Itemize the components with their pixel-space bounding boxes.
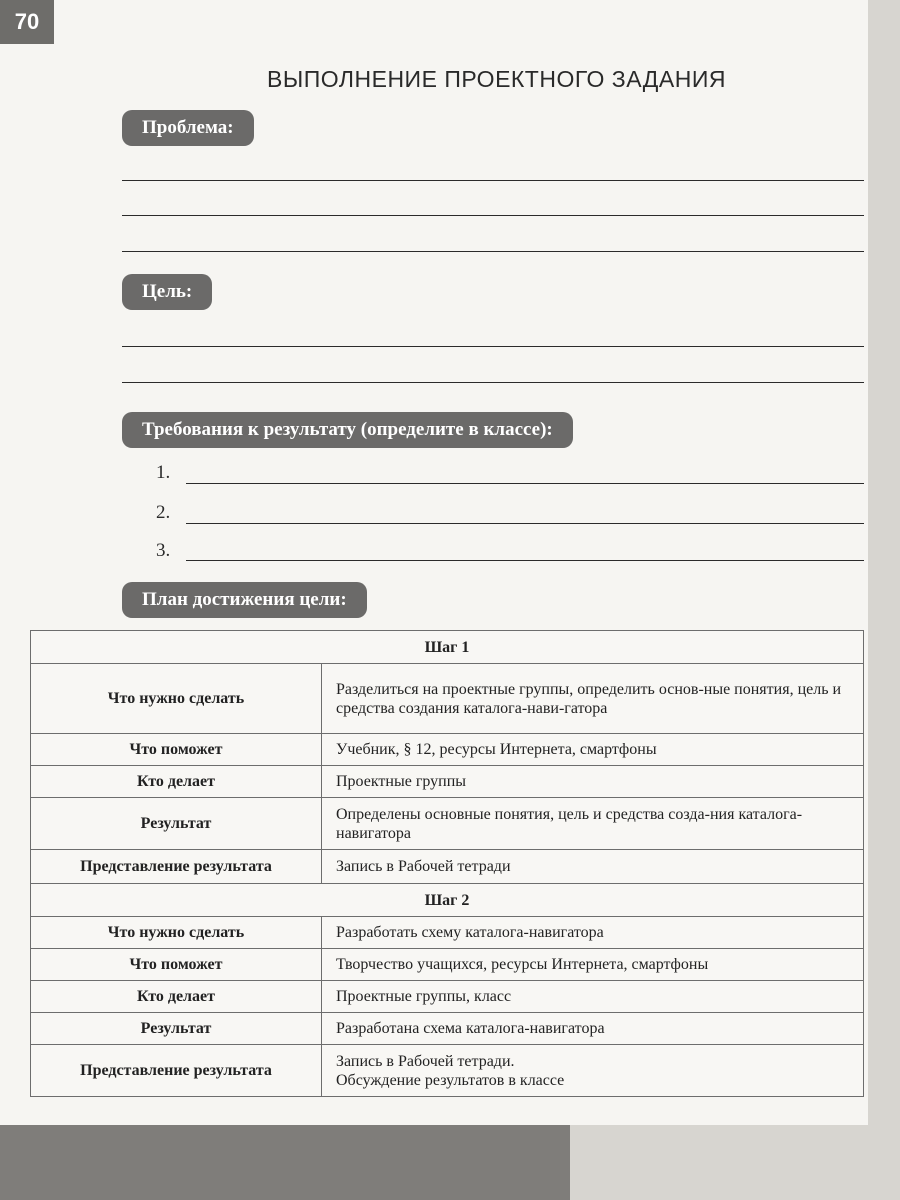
table-row — [31, 1013, 864, 1045]
row-label: Представление результата — [31, 850, 322, 884]
page-title: ВЫПОЛНЕНИЕ ПРОЕКТНОГО ЗАДАНИЯ — [267, 66, 726, 92]
table-row — [31, 1045, 864, 1097]
problem-answer-line[interactable] — [122, 180, 864, 181]
table-row — [31, 734, 864, 766]
row-label: Что нужно сделать — [31, 664, 322, 734]
row-label: Результат — [31, 798, 322, 850]
requirement-number: 2. — [156, 502, 171, 523]
row-value: Разработана схема каталога-навигатора — [322, 1013, 864, 1045]
table-row — [31, 981, 864, 1013]
step-title: Шаг 2 — [31, 884, 864, 917]
page-number: 70 — [0, 0, 54, 44]
table-row — [31, 766, 864, 798]
requirement-number: 1. — [156, 462, 171, 483]
requirement-number: 3. — [156, 540, 171, 561]
row-label: Что поможет — [31, 949, 322, 981]
table-row — [31, 850, 864, 884]
table-row — [31, 949, 864, 981]
row-label: Кто делает — [31, 766, 322, 798]
row-value: Проектные группы — [322, 766, 864, 798]
goal-answer-line[interactable] — [122, 346, 864, 347]
section-problem-heading: Проблема: — [122, 110, 254, 146]
section-requirements-heading: Требования к результату (определите в классе): — [122, 412, 573, 448]
row-label: Результат — [31, 1013, 322, 1045]
requirement-answer-line[interactable] — [186, 483, 864, 484]
problem-answer-line[interactable] — [122, 215, 864, 216]
step-header-row — [31, 884, 864, 917]
row-value: Проектные группы, класс — [322, 981, 864, 1013]
row-label: Кто делает — [31, 981, 322, 1013]
row-value: Запись в Рабочей тетради — [322, 850, 864, 884]
requirement-answer-line[interactable] — [186, 523, 864, 524]
goal-answer-line[interactable] — [122, 382, 864, 383]
row-label: Представление результата — [31, 1045, 322, 1097]
section-goal-heading: Цель: — [122, 274, 212, 310]
table-row — [31, 917, 864, 949]
row-value: Запись в Рабочей тетради. Обсуждение результатов в классе — [322, 1045, 864, 1097]
row-value: Определены основные понятия, цель и средства созда-ния каталога-навигатора — [322, 798, 864, 850]
step-title: Шаг 1 — [31, 631, 864, 664]
step-header-row — [31, 631, 864, 664]
row-label: Что поможет — [31, 734, 322, 766]
section-plan-heading: План достижения цели: — [122, 582, 367, 618]
table-row — [31, 798, 864, 850]
table-row — [31, 664, 864, 734]
row-label: Что нужно сделать — [31, 917, 322, 949]
row-value: Творчество учащихся, ресурсы Интернета, смартфоны — [322, 949, 864, 981]
row-value: Разработать схему каталога-навигатора — [322, 917, 864, 949]
problem-answer-line[interactable] — [122, 251, 864, 252]
requirement-answer-line[interactable] — [186, 560, 864, 561]
plan-table — [30, 630, 864, 1097]
row-value: Разделиться на проектные группы, определить основ-ные понятия, цель и средства создания каталога-нави-гатора — [322, 664, 864, 734]
row-value: Учебник, § 12, ресурсы Интернета, смартфоны — [322, 734, 864, 766]
